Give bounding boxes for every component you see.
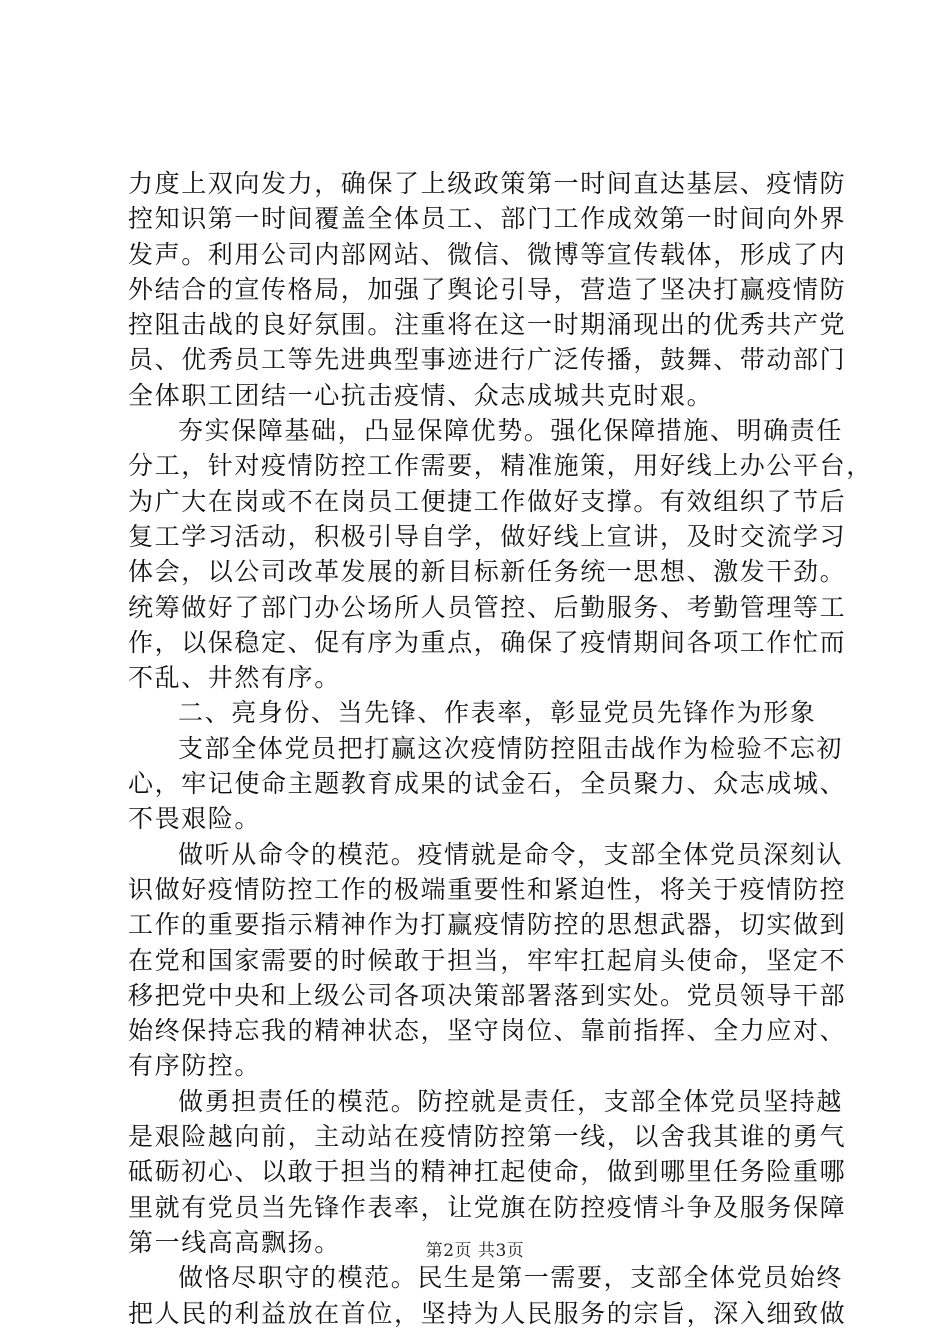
text-line: 是艰险越向前，主动站在疫情防控第一线，以舍我其谁的勇气 <box>128 1122 847 1152</box>
text-line: 作，以保稳定、促有序为重点，确保了疫情期间各项工作忙而 <box>128 627 847 657</box>
text-line: 始终保持忘我的精神状态，坚守岗位、靠前指挥、全力应对、 <box>128 1016 847 1046</box>
document-body <box>128 166 873 1331</box>
page-footer: 第2页 共3页 <box>425 1241 525 1261</box>
text-line: 分工，针对疫情防控工作需要，精准施策，用好线上办公平台， <box>128 451 873 481</box>
text-line: 第一线高高飘扬。 <box>128 1227 341 1257</box>
text-line: 在党和国家需要的时候敢于担当，牢牢扛起肩头使命，坚定不 <box>128 945 847 975</box>
text-line: 工作的重要指示精神作为打赢疫情防控的思想武器，切实做到 <box>128 910 847 940</box>
text-line: 体会，以公司改革发展的新目标新任务统一思想、激发干劲。 <box>128 557 847 587</box>
text-line: 力度上双向发力，确保了上级政策第一时间直达基层、疫情防 <box>128 169 847 198</box>
text-line: 把人民的利益放在首位，坚持为人民服务的宗旨，深入细致做 <box>128 1298 847 1328</box>
text-line: 识做好疫情防控工作的极端重要性和紧迫性，将关于疫情防控 <box>128 874 847 904</box>
text-line: 夯实保障基础，凸显保障优势。强化保障措施、明确责任 <box>178 416 844 446</box>
text-line: 全体职工团结一心抗击疫情、众志成城共克时艰。 <box>128 380 714 410</box>
text-line: 复工学习活动，积极引导自学，做好线上宣讲，及时交流学习 <box>128 521 847 551</box>
text-line: 外结合的宣传格局，加强了舆论引导，营造了坚决打赢疫情防 <box>128 274 847 304</box>
text-line: 控阻击战的良好氛围。注重将在这一时期涌现出的优秀共产党 <box>128 310 847 340</box>
text-line: 心，牢记使命主题教育成果的试金石，全员聚力、众志成城、 <box>128 769 847 799</box>
text-line: 移把党中央和上级公司各项决策部署落到实处。党员领导干部 <box>128 980 847 1010</box>
text-line: 砥砺初心、以敢于担当的精神扛起使命，做到哪里任务险重哪 <box>128 1157 847 1187</box>
text-line: 做听从命令的模范。疫情就是命令，支部全体党员深刻认 <box>178 839 844 869</box>
text-line: 为广大在岗或不在岗员工便捷工作做好支撑。有效组织了节后 <box>128 486 847 516</box>
text-line: 控知识第一时间覆盖全体员工、部门工作成效第一时间向外界 <box>128 204 847 234</box>
text-line: 里就有党员当先锋作表率，让党旗在防控疫情斗争及服务保障 <box>128 1192 847 1222</box>
text-line: 员、优秀员工等先进典型事迹进行广泛传播，鼓舞、带动部门 <box>128 345 847 375</box>
text-line: 做勇担责任的模范。防控就是责任，支部全体党员坚持越 <box>178 1086 844 1116</box>
text-line: 不乱、井然有序。 <box>128 663 341 693</box>
text-line: 做恪尽职守的模范。民生是第一需要，支部全体党员始终 <box>178 1263 844 1293</box>
text-line: 不畏艰险。 <box>128 804 262 834</box>
text-line: 统筹做好了部门办公场所人员管控、后勤服务、考勤管理等工 <box>128 592 847 622</box>
text-line: 有序防控。 <box>128 1051 262 1081</box>
text-line: 二、亮身份、当先锋、作表率，彰显党员先锋作为形象 <box>178 698 817 728</box>
text-line: 支部全体党员把打赢这次疫情防控阻击战作为检验不忘初 <box>178 733 844 763</box>
text-line: 发声。利用公司内部网站、微信、微博等宣传载体，形成了内 <box>128 239 847 269</box>
